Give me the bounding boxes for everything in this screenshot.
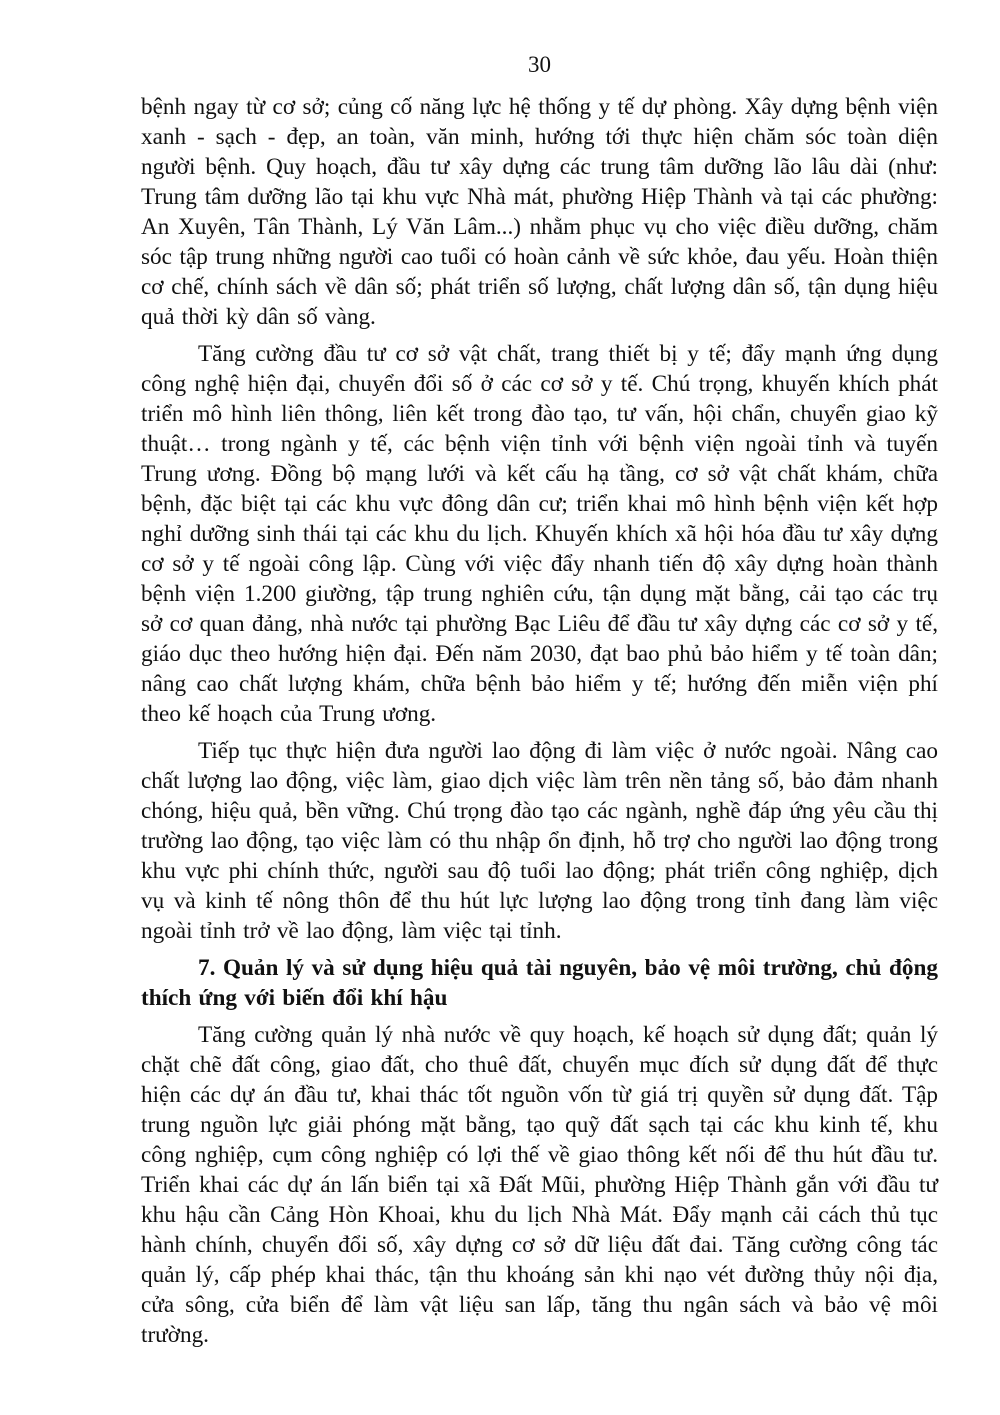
paragraph-labor-export: Tiếp tục thực hiện đưa người lao động đi làm việc ở nước ngoài. Nâng cao chất lượng lao động, việc làm, giao dịch việc làm trên nền tảng số, bảo đảm nhanh chóng, hiệu quả, bền vững. Chú trọng đào tạo các ngành, nghề đáp ứng yêu cầu thị trường lao động, tạo việc làm có thu nhập ổn định, hỗ trợ cho người lao động trong khu vực phi chính thức, người sau độ tuổi lao động; phát triển công nghiệp, dịch vụ và kinh tế nông thôn để thu hút lực lượng lao động trong tỉnh đang làm việc ngoài tỉnh trở về lao động, làm việc tại tỉnh. — [141, 738, 938, 944]
paragraph-land-management: Tăng cường quản lý nhà nước về quy hoạch, kế hoạch sử dụng đất; quản lý chặt chẽ đất công, giao đất, cho thuê đất, chuyển mục đích sử dụng đất để thực hiện các dự án đầu tư, khai thác tốt nguồn vốn từ giá trị quyền sử dụng đất. Tập trung nguồn lực giải phóng mặt bằng, tạo quỹ đất sạch tại các khu kinh tế, khu công nghiệp, cụm công nghiệp có lợi thế về giao thông kết nối để thu hút đầu tư. Triển khai các dự án lấn biển tại xã Đất Mũi, phường Hiệp Thành gắn với đầu tư khu hậu cần Cảng Hòn Khoai, khu du lịch Nhà Mát. Đẩy mạnh cải cách thủ tục hành chính, chuyển đổi số, xây dựng cơ sở dữ liệu đất đai. Tăng cường công tác quản lý, cấp phép khai thác, tận thu khoáng sản khi nạo vét đường thủy nội địa, cửa sông, cửa biển để làm vật liệu san lấp, tăng thu ngân sách và bảo vệ môi trường. — [141, 1022, 938, 1348]
paragraph-health-continuation: bệnh ngay từ cơ sở; củng cố năng lực hệ thống y tế dự phòng. Xây dựng bệnh viện xanh - sạch - đẹp, an toàn, văn minh, hướng tới thực hiện chăm sóc toàn diện người bệnh. Quy hoạch, đầu tư xây dựng các trung tâm dưỡng lão lâu dài (như: Trung tâm dưỡng lão tại khu vực Nhà mát, phường Hiệp Thành và tại các phường: An Xuyên, Tân Thành, Lý Văn Lâm...) nhằm phục vụ cho việc điều dưỡng, chăm sóc tập trung những người cao tuổi có hoàn cảnh về sức khỏe, đau yếu. Hoàn thiện cơ chế, chính sách về dân số; phát triển số lượng, chất lượng dân số, tận dụng hiệu quả thời kỳ dân số vàng. — [141, 94, 938, 330]
document-body — [141, 92, 938, 1350]
section-heading-7: 7. Quản lý và sử dụng hiệu quả tài nguyên, bảo vệ môi trường, chủ động thích ứng với biến đổi khí hậu — [141, 955, 938, 1011]
paragraph-health-investment: Tăng cường đầu tư cơ sở vật chất, trang thiết bị y tế; đẩy mạnh ứng dụng công nghệ hiện đại, chuyển đổi số ở các cơ sở y tế. Chú trọng, khuyến khích phát triển mô hình liên thông, liên kết trong đào tạo, tư vấn, hội chẩn, chuyển giao kỹ thuật… trong ngành y tế, các bệnh viện tỉnh với bệnh viện ngoài tỉnh và tuyến Trung ương. Đồng bộ mạng lưới và kết cấu hạ tầng, cơ sở vật chất khám, chữa bệnh, đặc biệt tại các khu vực đông dân cư; triển khai mô hình bệnh viện kết hợp nghỉ dưỡng sinh thái tại các khu du lịch. Khuyến khích xã hội hóa đầu tư xây dựng cơ sở y tế ngoài công lập. Cùng với việc đẩy nhanh tiến độ xây dựng hoàn thành bệnh viện 1.200 giường, tập trung nghiên cứu, tận dụng mặt bằng, cải tạo các trụ sở cơ quan đảng, nhà nước tại phường Bạc Liêu để đầu tư xây dựng các cơ sở y tế, giáo dục theo hướng hiện đại. Đến năm 2030, đạt bao phủ bảo hiểm y tế toàn dân; nâng cao chất lượng khám, chữa bệnh bảo hiểm y tế; hướng đến miễn viện phí theo kế hoạch của Trung ương. — [141, 341, 938, 727]
page-number: 30 — [528, 52, 551, 77]
